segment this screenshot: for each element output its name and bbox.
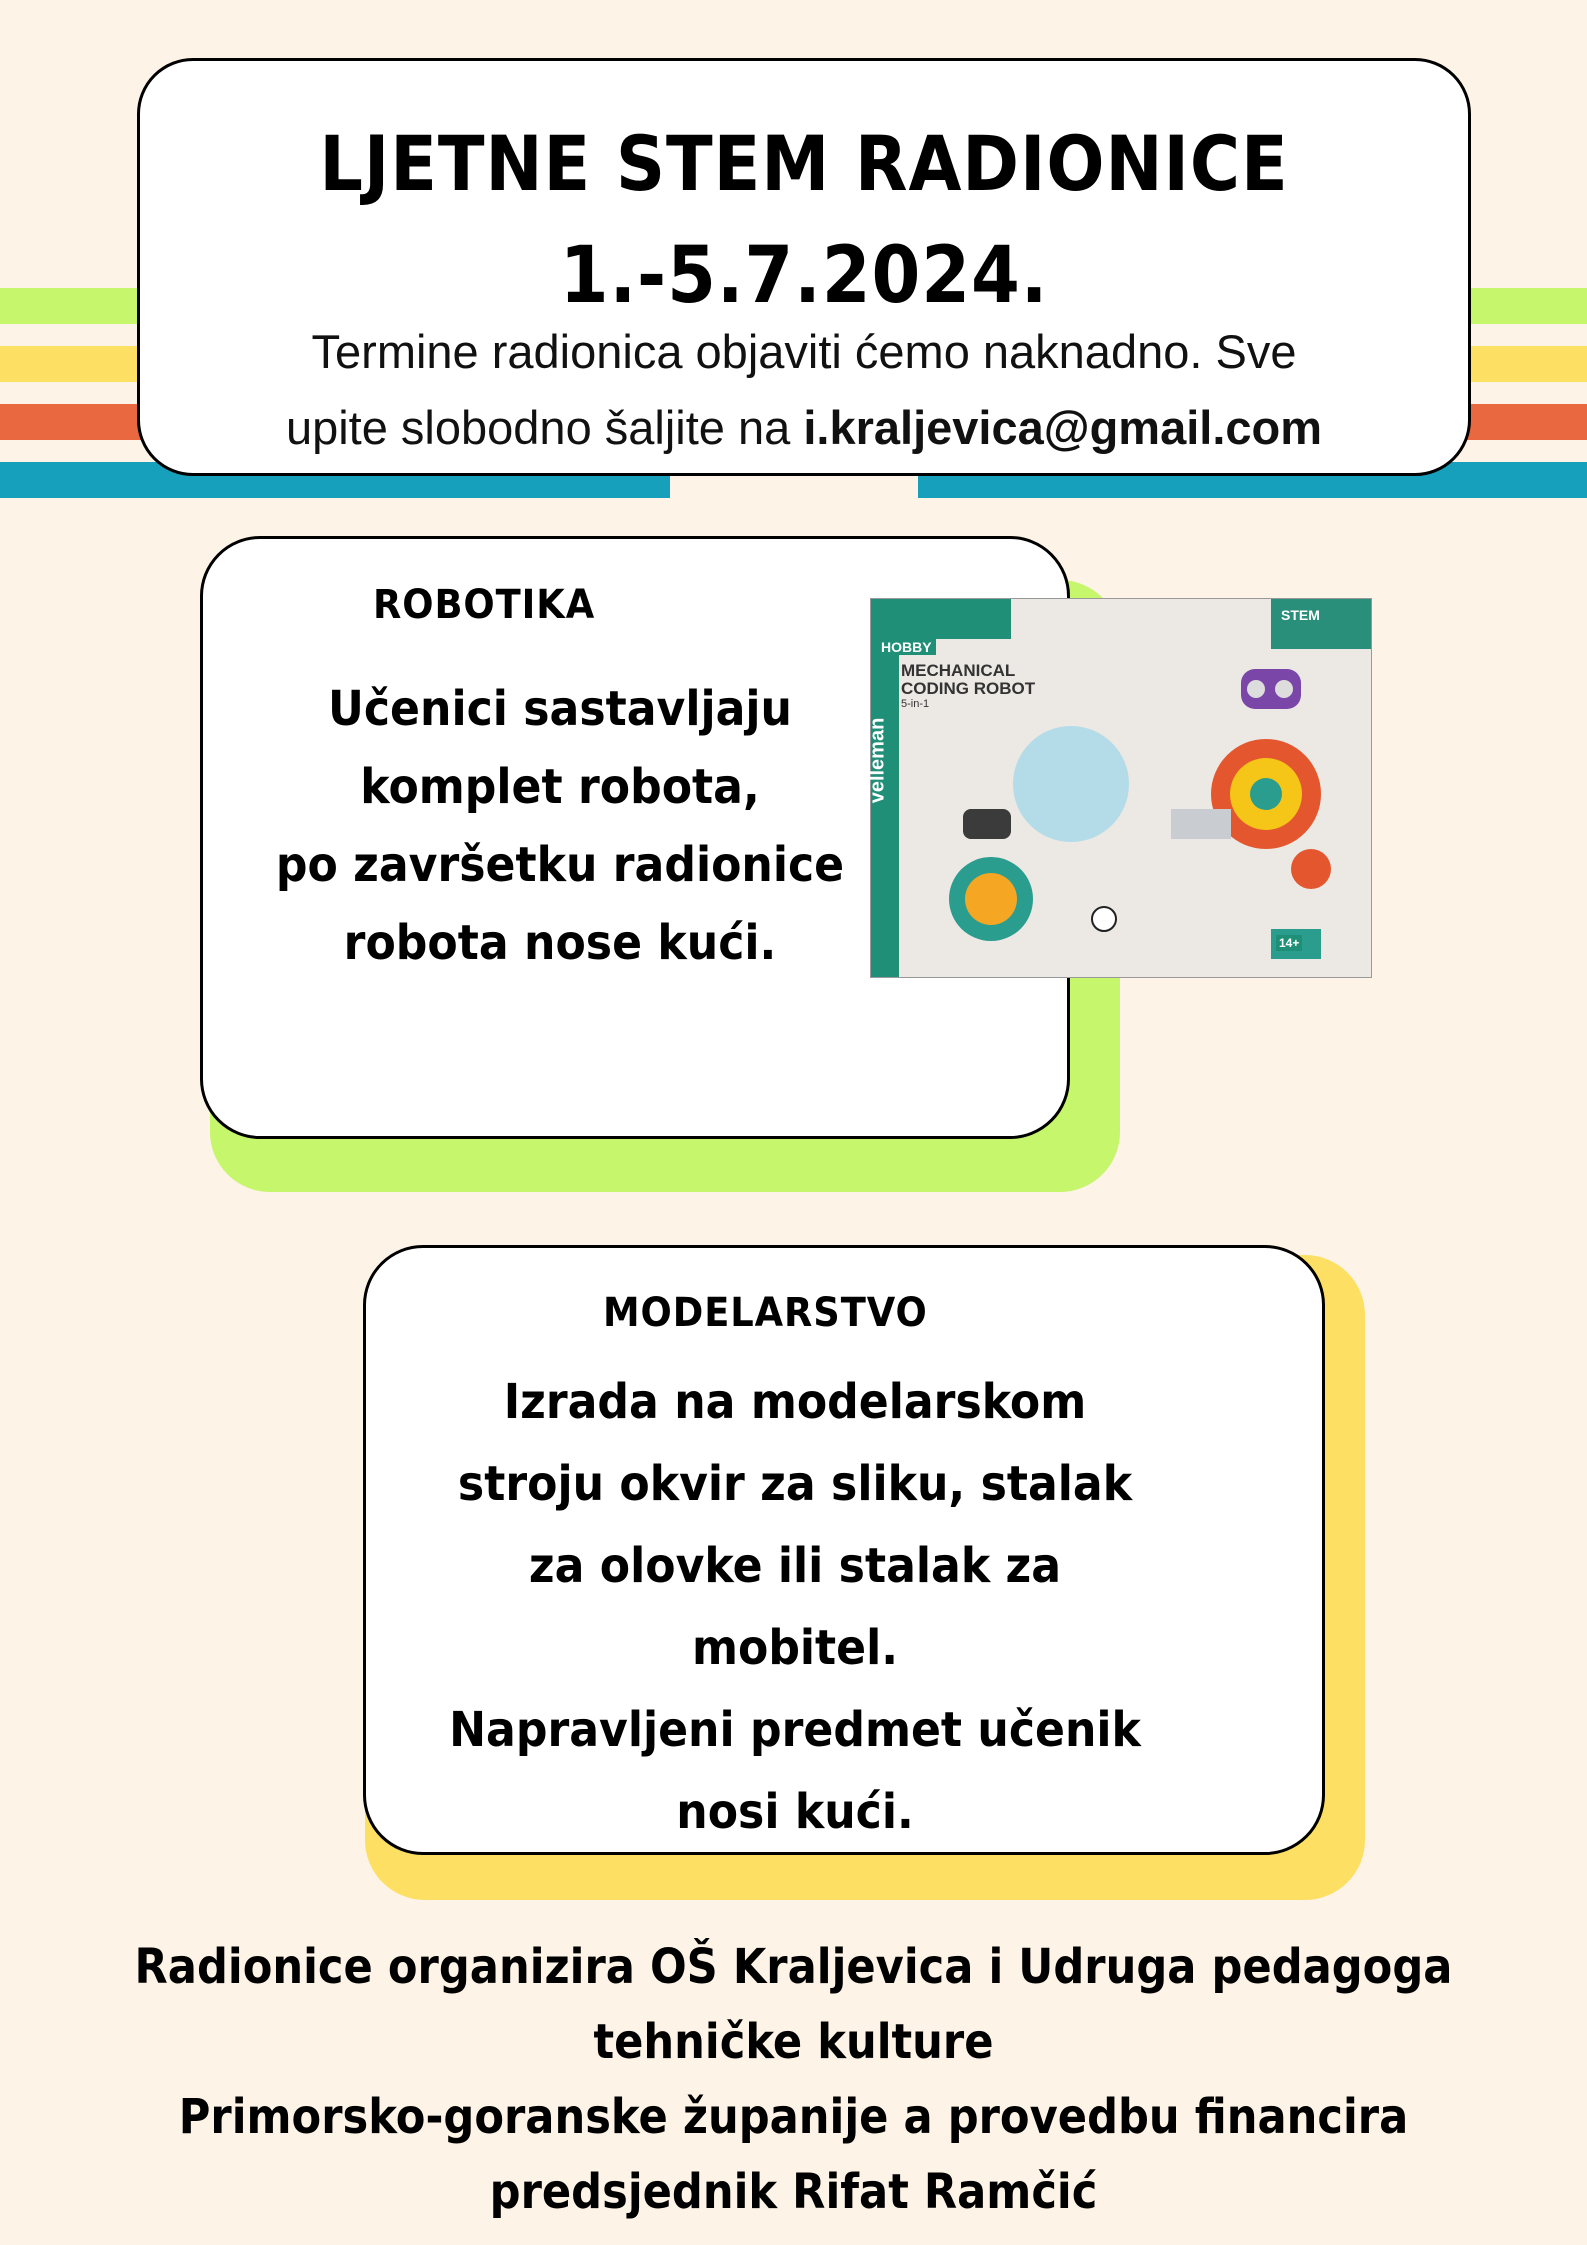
info-line-2: upite slobodno šaljite na i.kraljevica@gmail.com: [285, 401, 1323, 454]
contact-email[interactable]: i.kraljevica@gmail.com: [803, 401, 1323, 454]
robotika-title: ROBOTIKA: [373, 582, 596, 628]
modelarstvo-title: MODELARSTVO: [603, 1290, 928, 1336]
kit-product-sub: 5-in-1: [901, 698, 930, 710]
age-badge: 14+: [1276, 935, 1302, 951]
stripe-orange-left: [0, 404, 150, 440]
event-dates: 1.-5.7.2024.: [559, 231, 1049, 321]
page-title: LJETNE STEM RADIONICE: [319, 119, 1289, 208]
kit-tag: HOBBY: [877, 639, 936, 655]
modelarstvo-text: Izrada na modelarskom stroju okvir za sliku, stalak za olovke ili stalak za mobitel. Napravljeni predmet učenik nosi kući.: [449, 1374, 1141, 1840]
header-card: [137, 58, 1471, 476]
robot-kit-illustration: [871, 599, 1371, 977]
footer-credits: Radionice organizira OŠ Kraljevica i Udruga pedagoga tehničke kulture Primorsko-goranske županije a provedbu financira predsjednik Rifat Ramčić: [134, 1939, 1453, 2220]
kit-product-line2: CODING ROBOT: [901, 679, 1036, 698]
stripe-green-left: [0, 288, 150, 324]
stripe-green-right: [1460, 288, 1587, 324]
header-info: [140, 314, 1468, 466]
robot-kit-photo: [866, 598, 1372, 978]
kit-product-line1: MECHANICAL: [901, 661, 1016, 680]
kit-brand: velleman: [866, 717, 889, 804]
stripe-yellow-right: [1460, 346, 1587, 382]
stripe-orange-right: [1460, 404, 1587, 440]
stem-badge: STEM: [1281, 607, 1320, 623]
stripe-yellow-left: [0, 346, 150, 382]
robotika-text: Učenici sastavljaju komplet robota, po završetku radionice robota nose kući.: [275, 681, 845, 971]
info-line-1: Termine radionica objaviti ćemo naknadno. Sve: [311, 325, 1297, 378]
